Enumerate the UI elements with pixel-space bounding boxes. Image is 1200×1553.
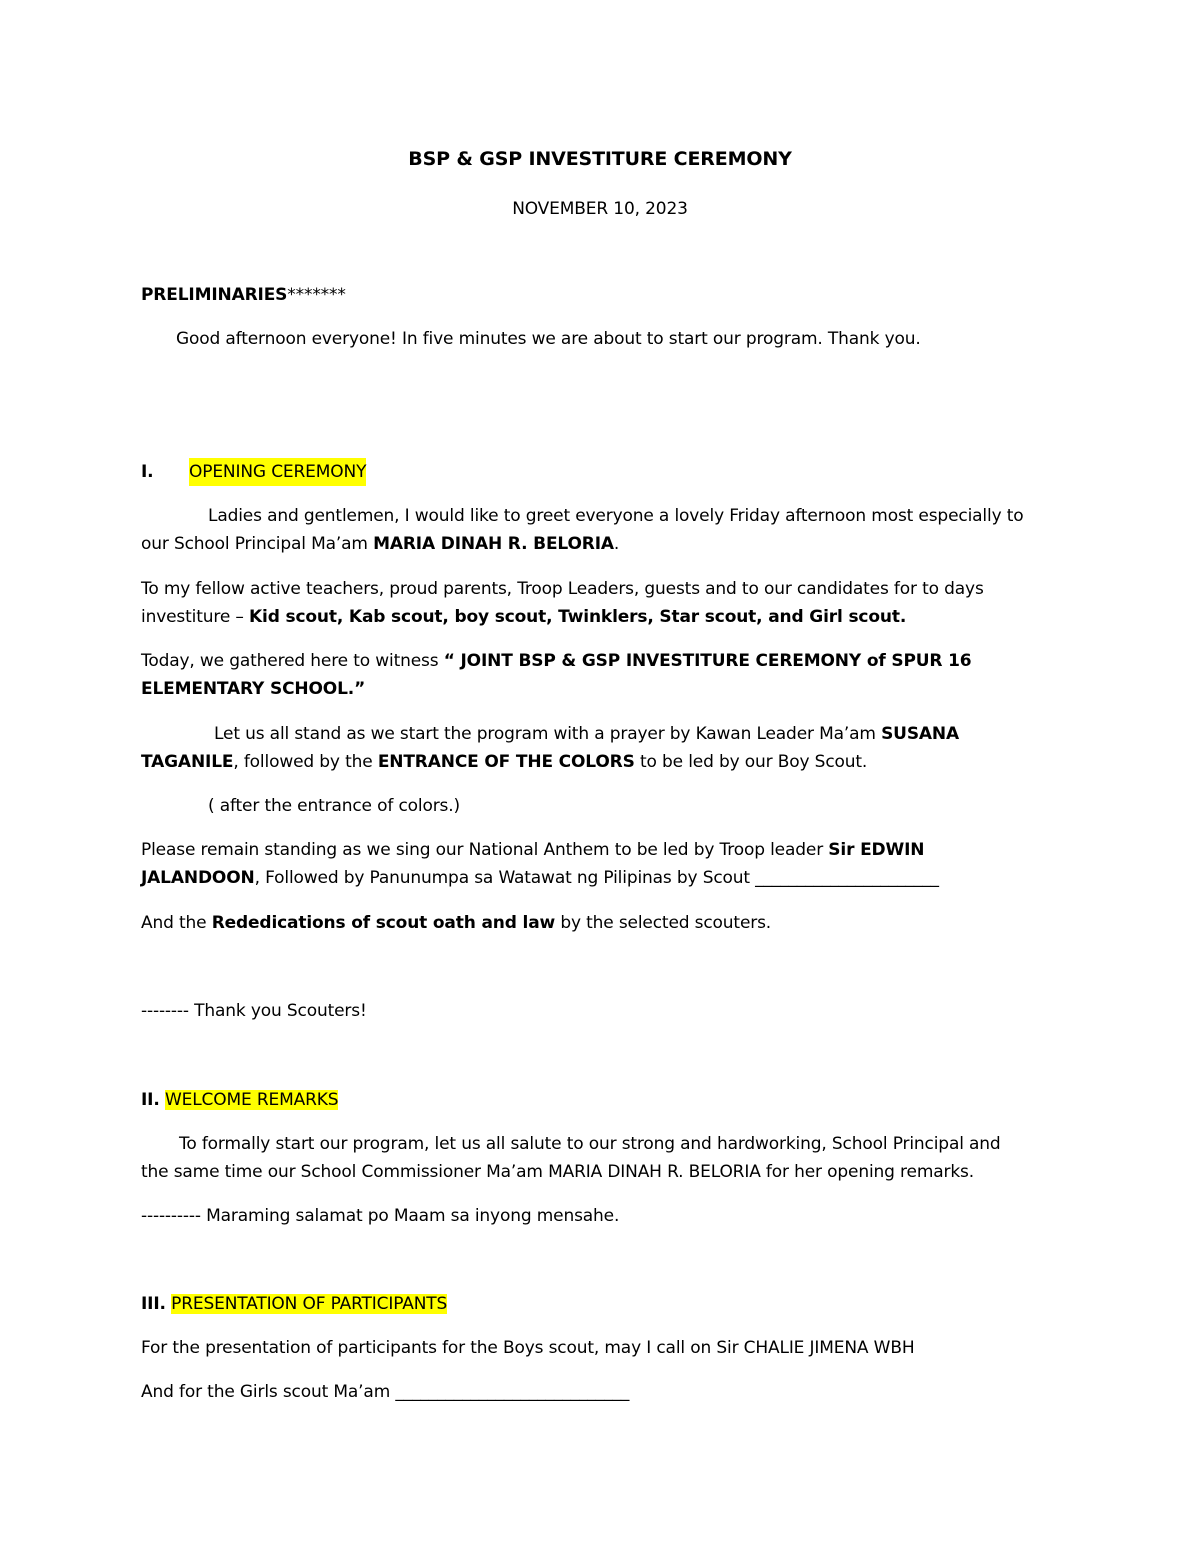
s2-p1-line2: the same time our School Commissioner Ma’am MARIA DINAH R. BELORIA for her opening remarks.	[141, 1162, 975, 1182]
s1-p3-text: Today, we gathered here to witness	[141, 651, 444, 671]
s1-p1-line2	[141, 530, 619, 558]
ceremony-name: “ JOINT BSP & GSP INVESTITURE CEREMONY of SPUR 16	[443, 651, 972, 671]
section-3-title: PRESENTATION OF PARTICIPANTS	[171, 1294, 448, 1314]
s3-p1: For the presentation of participants for the Boys scout, may I call on Sir CHALIE JIMENA WBH	[141, 1338, 915, 1358]
s1-p4-line2	[141, 748, 867, 776]
troop-leader-first: Sir EDWIN	[828, 840, 925, 860]
s1-p1-end: .	[613, 534, 620, 554]
section-2-title: WELCOME REMARKS	[164, 1090, 339, 1110]
s1-p7-text: And the	[141, 913, 212, 933]
s1-p6-line2	[141, 864, 939, 892]
preliminaries-label: PRELIMINARIES	[141, 285, 288, 305]
principal-name: MARIA DINAH R. BELORIA	[373, 534, 614, 554]
section-1-heading	[141, 458, 367, 486]
troop-leader-last: JALANDOON	[141, 868, 255, 888]
s1-p6-end: , Followed by Panunumpa sa Watawat ng Pilipinas by Scout ______________________	[254, 868, 939, 888]
section-2-heading	[141, 1086, 338, 1114]
s1-p3-line2	[141, 675, 365, 703]
section-2-number: II.	[141, 1090, 160, 1110]
rededication: Rededications of scout oath and law	[211, 913, 556, 933]
section-1-number: I.	[141, 462, 154, 482]
s1-p1-text: our School Principal Ma’am	[141, 534, 374, 554]
s1-p1-line1: Ladies and gentlemen, I would like to greet everyone a lovely Friday afternoon most especially to	[208, 506, 1024, 526]
s1-p2-text: investiture –	[141, 607, 249, 627]
s1-p2-line1: To my fellow active teachers, proud parents, Troop Leaders, guests and to our candidates for to days	[141, 579, 984, 599]
s1-p6-text: Please remain standing as we sing our National Anthem to be led by Troop leader	[141, 840, 829, 860]
preliminaries-stars: *******	[287, 285, 346, 305]
s1-p8: -------- Thank you Scouters!	[141, 1001, 367, 1021]
preliminaries-text: Good afternoon everyone! In five minutes we are about to start our program. Thank you.	[176, 329, 921, 349]
s1-p7-end: by the selected scouters.	[555, 913, 772, 933]
candidate-list: Kid scout, Kab scout, boy scout, Twinklers, Star scout, and Girl scout.	[249, 607, 907, 627]
s1-p5: ( after the entrance of colors.)	[208, 796, 460, 816]
s3-p2: And for the Girls scout Ma’am ____________________________	[141, 1382, 630, 1402]
s1-p4-line1	[214, 720, 959, 748]
s1-p7	[141, 909, 771, 937]
entrance-colors: ENTRANCE OF THE COLORS	[377, 752, 635, 772]
kawan-leader-last: TAGANILE	[141, 752, 234, 772]
s1-p4-text: Let us all stand as we start the program with a prayer by Kawan Leader Ma’am	[214, 724, 882, 744]
document-title: BSP & GSP INVESTITURE CEREMONY	[408, 148, 792, 170]
s2-p1-line1: To formally start our program, let us all salute to our strong and hardworking, School Principal and	[179, 1134, 1001, 1154]
section-3-number: III.	[141, 1294, 166, 1314]
preliminaries-heading	[141, 281, 346, 309]
section-1-title: OPENING CEREMONY	[189, 458, 366, 486]
kawan-leader-first: SUSANA	[881, 724, 960, 744]
s1-p2-line2	[141, 603, 906, 631]
document-date: NOVEMBER 10, 2023	[512, 199, 688, 219]
school-name: ELEMENTARY SCHOOL.”	[141, 679, 366, 699]
s2-p2: ---------- Maraming salamat po Maam sa inyong mensahe.	[141, 1206, 620, 1226]
section-3-heading	[141, 1290, 447, 1318]
s1-p4-mid: , followed by the	[233, 752, 378, 772]
s1-p6-line1	[141, 836, 924, 864]
s1-p3-line1	[141, 647, 971, 675]
s1-p4-end: to be led by our Boy Scout.	[634, 752, 868, 772]
